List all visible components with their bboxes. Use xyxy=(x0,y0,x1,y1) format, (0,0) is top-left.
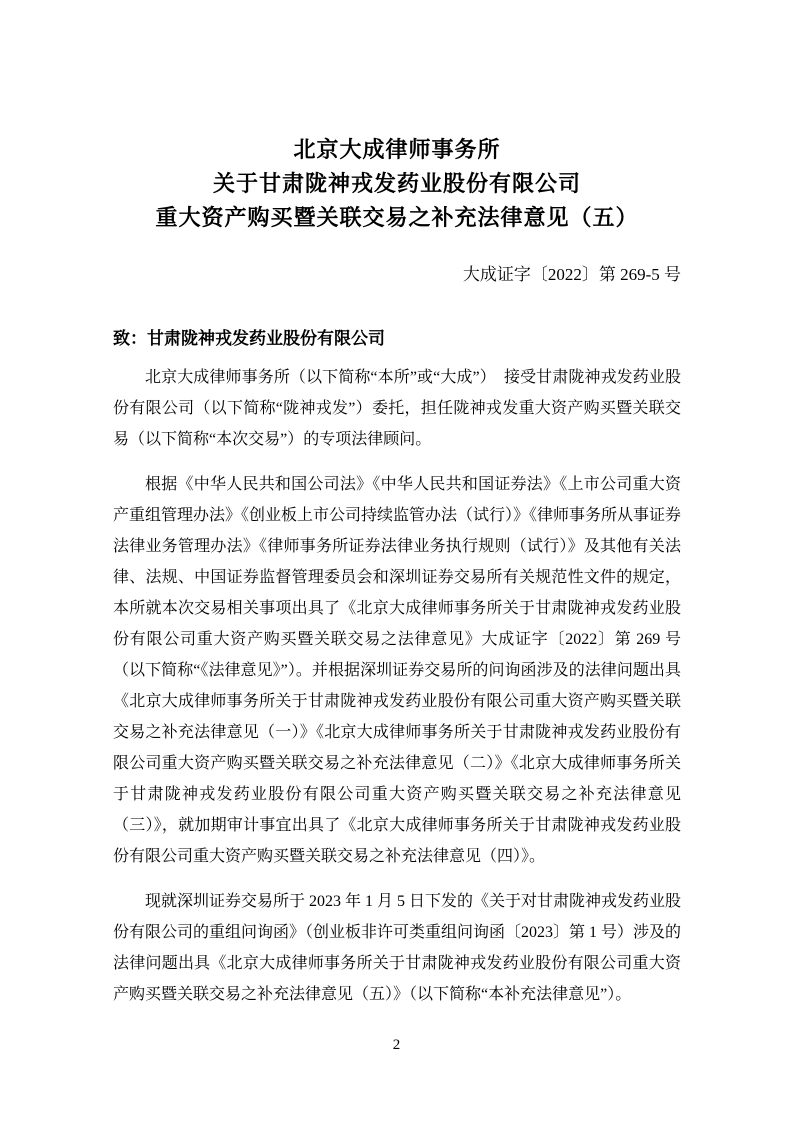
salutation-line: 致：甘肃陇神戎发药业股份有限公司 xyxy=(113,329,385,348)
title-line-company: 关于甘肃陇神戎发药业股份有限公司 xyxy=(212,171,581,196)
title-line-subject: 重大资产购买暨关联交易之补充法律意见（五） xyxy=(155,205,639,230)
paragraph-legal-basis: 根据《中华人民共和国公司法》《中华人民共和国证券法》《上市公司重大资产重组管理办法》《创业板上市公司持续监管办法（试行）》《律师事务所从事证券法律业务管理办法》《律师事务所证券法律业务执行规则（试行）》及其他有关法律、法规、中国证券监督管理委员会和深圳证券交易所有关规范性文件的规定，本所就本次交易相关事项出具了《北京大成律师事务所关于甘肃陇神戎发药业股份有限公司重大资产购买暨关联交易之法律意见》大成证字〔2022〕第 269 号（以下简称“《法律意见》”）。并根据深圳证券交易所的问询函涉及的法律问题出具《北京大成律师事务所关于甘肃陇神戎发药业股份有限公司重大资产购买暨关联交易之补充法律意见（一）》《北京大成律师事务所关于甘肃陇神戎发药业股份有限公司重大资产购买暨关联交易之补充法律意见（二）》《北京大成律师事务所关于甘肃陇神戎发药业股份有限公司重大资产购买暨关联交易之补充法律意见（三）》，就加期审计事宜出具了《北京大成律师事务所关于甘肃陇神戎发药业股份有限公司重大资产购买暨关联交易之补充法律意见（四）》。 xyxy=(113,476,682,865)
paragraph-current-opinion: 现就深圳证券交易所于 2023 年 1 月 5 日下发的《关于对甘肃陇神戎发药业股份有限公司的重组问询函》（创业板非许可类重组问询函〔2023〕第 1 号）涉及的法律问题出具《北京大成律师事务所关于甘肃陇神戎发药业股份有限公司重大资产购买暨关联交易之补充法律意见（五）》（以下简称“本补充法律意见”）。 xyxy=(113,893,682,1003)
title-line-firm: 北京大成律师事务所 xyxy=(293,137,501,162)
paragraph-engagement: 北京大成律师事务所（以下简称“本所”或“大成”） 接受甘肃陇神戎发药业股份有限公司（以下简称“陇神戎发”）委托，担任陇神戎发重大资产购买暨关联交易（以下简称“本次交易”）的专项法律顾问。 xyxy=(113,369,681,448)
page-number: 2 xyxy=(392,1037,401,1053)
document-title xyxy=(113,133,681,235)
document-reference-number: 大成证字〔2022〕第 269-5 号 xyxy=(462,265,681,284)
